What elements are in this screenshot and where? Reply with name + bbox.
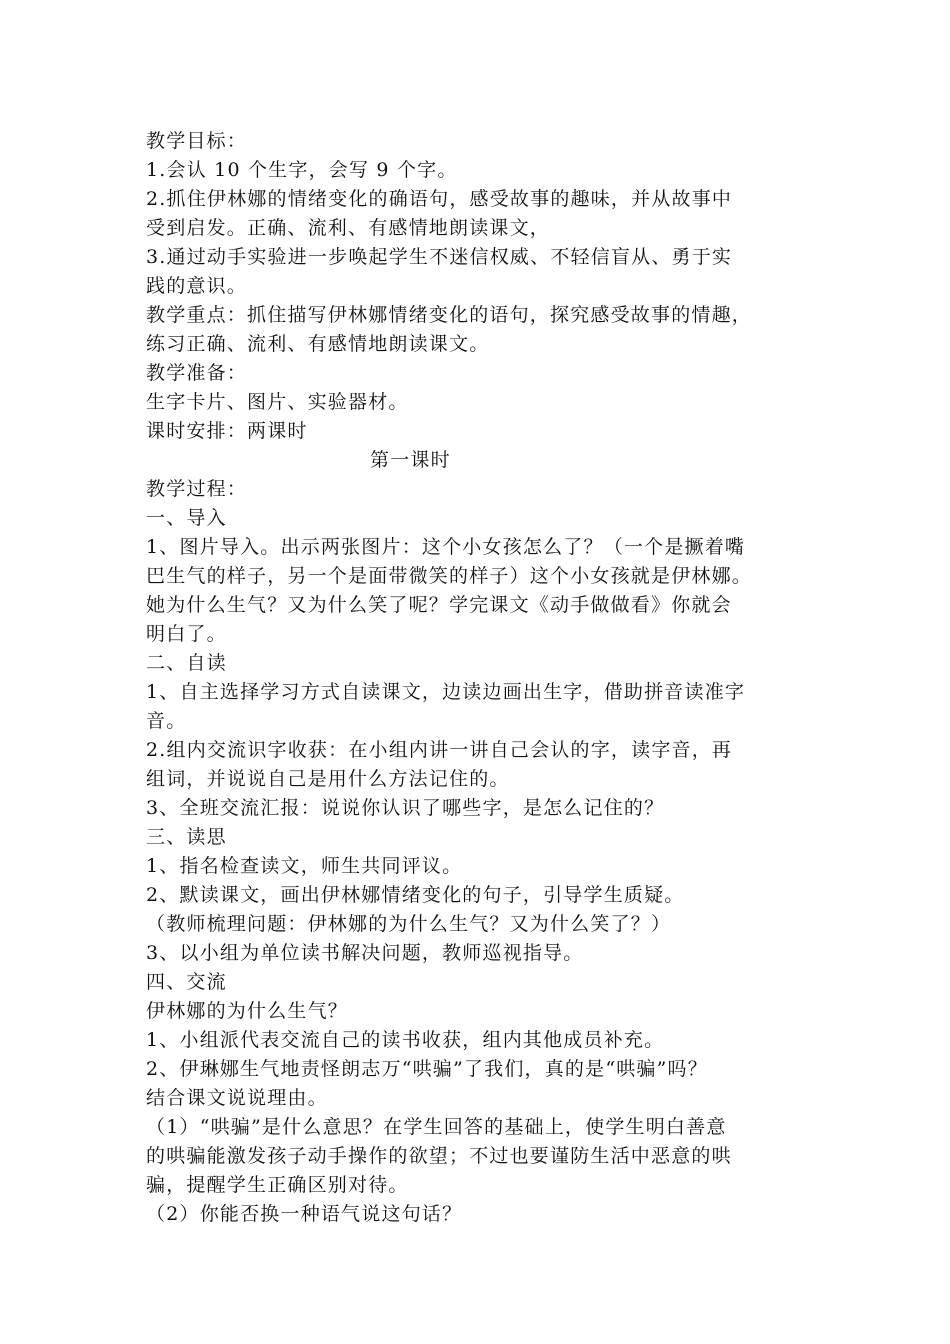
text-line: 组词，并说说自己是用什么方法记住的。 [146, 768, 510, 790]
text-line: 她为什么生气？又为什么笑了呢？学完课文《动手做做看》你就会 [146, 594, 732, 616]
document-body [146, 127, 811, 1229]
text-line: 1、图片导入。出示两张图片：这个小女孩怎么了？（一个是撅着嘴 [146, 536, 746, 558]
text-line: 2、伊琳娜生气地责怪朗志万“哄骗”了我们，真的是“哄骗”吗？ [146, 1058, 708, 1080]
text-line: 练习正确、流利、有感情地朗读课文。 [146, 333, 490, 355]
text-line: 教学重点：抓住描写伊林娜情绪变化的语句，探究感受故事的情趣， [146, 304, 753, 326]
text-line: 音。 [146, 710, 187, 732]
text-line: 3、全班交流汇报：说说你认识了哪些字，是怎么记住的？ [146, 797, 665, 819]
text-line: 骗，提醒学生正确区别对待。 [146, 1174, 409, 1196]
text-line: 1.会认 10 个生字，会写 9 个字。 [146, 159, 458, 181]
text-line: 教学准备： [146, 362, 248, 384]
text-line: 受到启发。正确、流利、有感情地朗读课文， [146, 217, 551, 239]
text-line: 巴生气的样子，另一个是面带微笑的样子）这个小女孩就是伊林娜。 [146, 565, 753, 587]
text-line: （1）“哄骗”是什么意思？在学生回答的基础上，使学生明白善意 [146, 1116, 727, 1138]
text-line: 结合课文说说理由。 [146, 1087, 328, 1109]
text-line: 2.抓住伊林娜的情绪变化的确语句，感受故事的趣味，并从故事中 [146, 188, 733, 210]
text-line: （教师梳理问题：伊林娜的为什么生气？又为什么笑了？） [146, 913, 672, 935]
text-line: 3、以小组为单位读书解决问题，教师巡视指导。 [146, 942, 584, 964]
section-title: 第一课时 [370, 449, 451, 471]
text-line: 1、指名检查读文，师生共同评议。 [146, 855, 463, 877]
text-line: 生字卡片、图片、实验器材。 [146, 391, 409, 413]
text-line: 四、交流 [146, 971, 227, 993]
text-line: 伊林娜的为什么生气？ [146, 1000, 349, 1022]
text-line: 2、默读课文，画出伊林娜情绪变化的句子，引导学生质疑。 [146, 884, 685, 906]
text-line: 1、小组派代表交流自己的读书收获，组内其他成员补充。 [146, 1029, 665, 1051]
text-line: 二、自读 [146, 652, 227, 674]
text-line: 课时安排：两课时 [146, 420, 308, 442]
text-line: 教学目标： [146, 130, 248, 152]
text-line: 明白了。 [146, 623, 227, 645]
text-line: 践的意识。 [146, 275, 248, 297]
text-line: 1、自主选择学习方式自读课文，边读边画出生字，借助拼音读准字 [146, 681, 746, 703]
text-line: 3.通过动手实验进一步唤起学生不迷信权威、不轻信盲从、勇于实 [146, 246, 733, 268]
text-line: 一、导入 [146, 507, 227, 529]
text-line: 2.组内交流识字收获：在小组内讲一讲自己会认的字，读字音，再 [146, 739, 733, 761]
text-line: 的哄骗能激发孩子动手操作的欲望；不过也要谨防生活中恶意的哄 [146, 1145, 732, 1167]
text-line: （2）你能否换一种语气说这句话？ [146, 1203, 463, 1225]
text-line: 教学过程： [146, 478, 248, 500]
text-line: 三、读思 [146, 826, 227, 848]
